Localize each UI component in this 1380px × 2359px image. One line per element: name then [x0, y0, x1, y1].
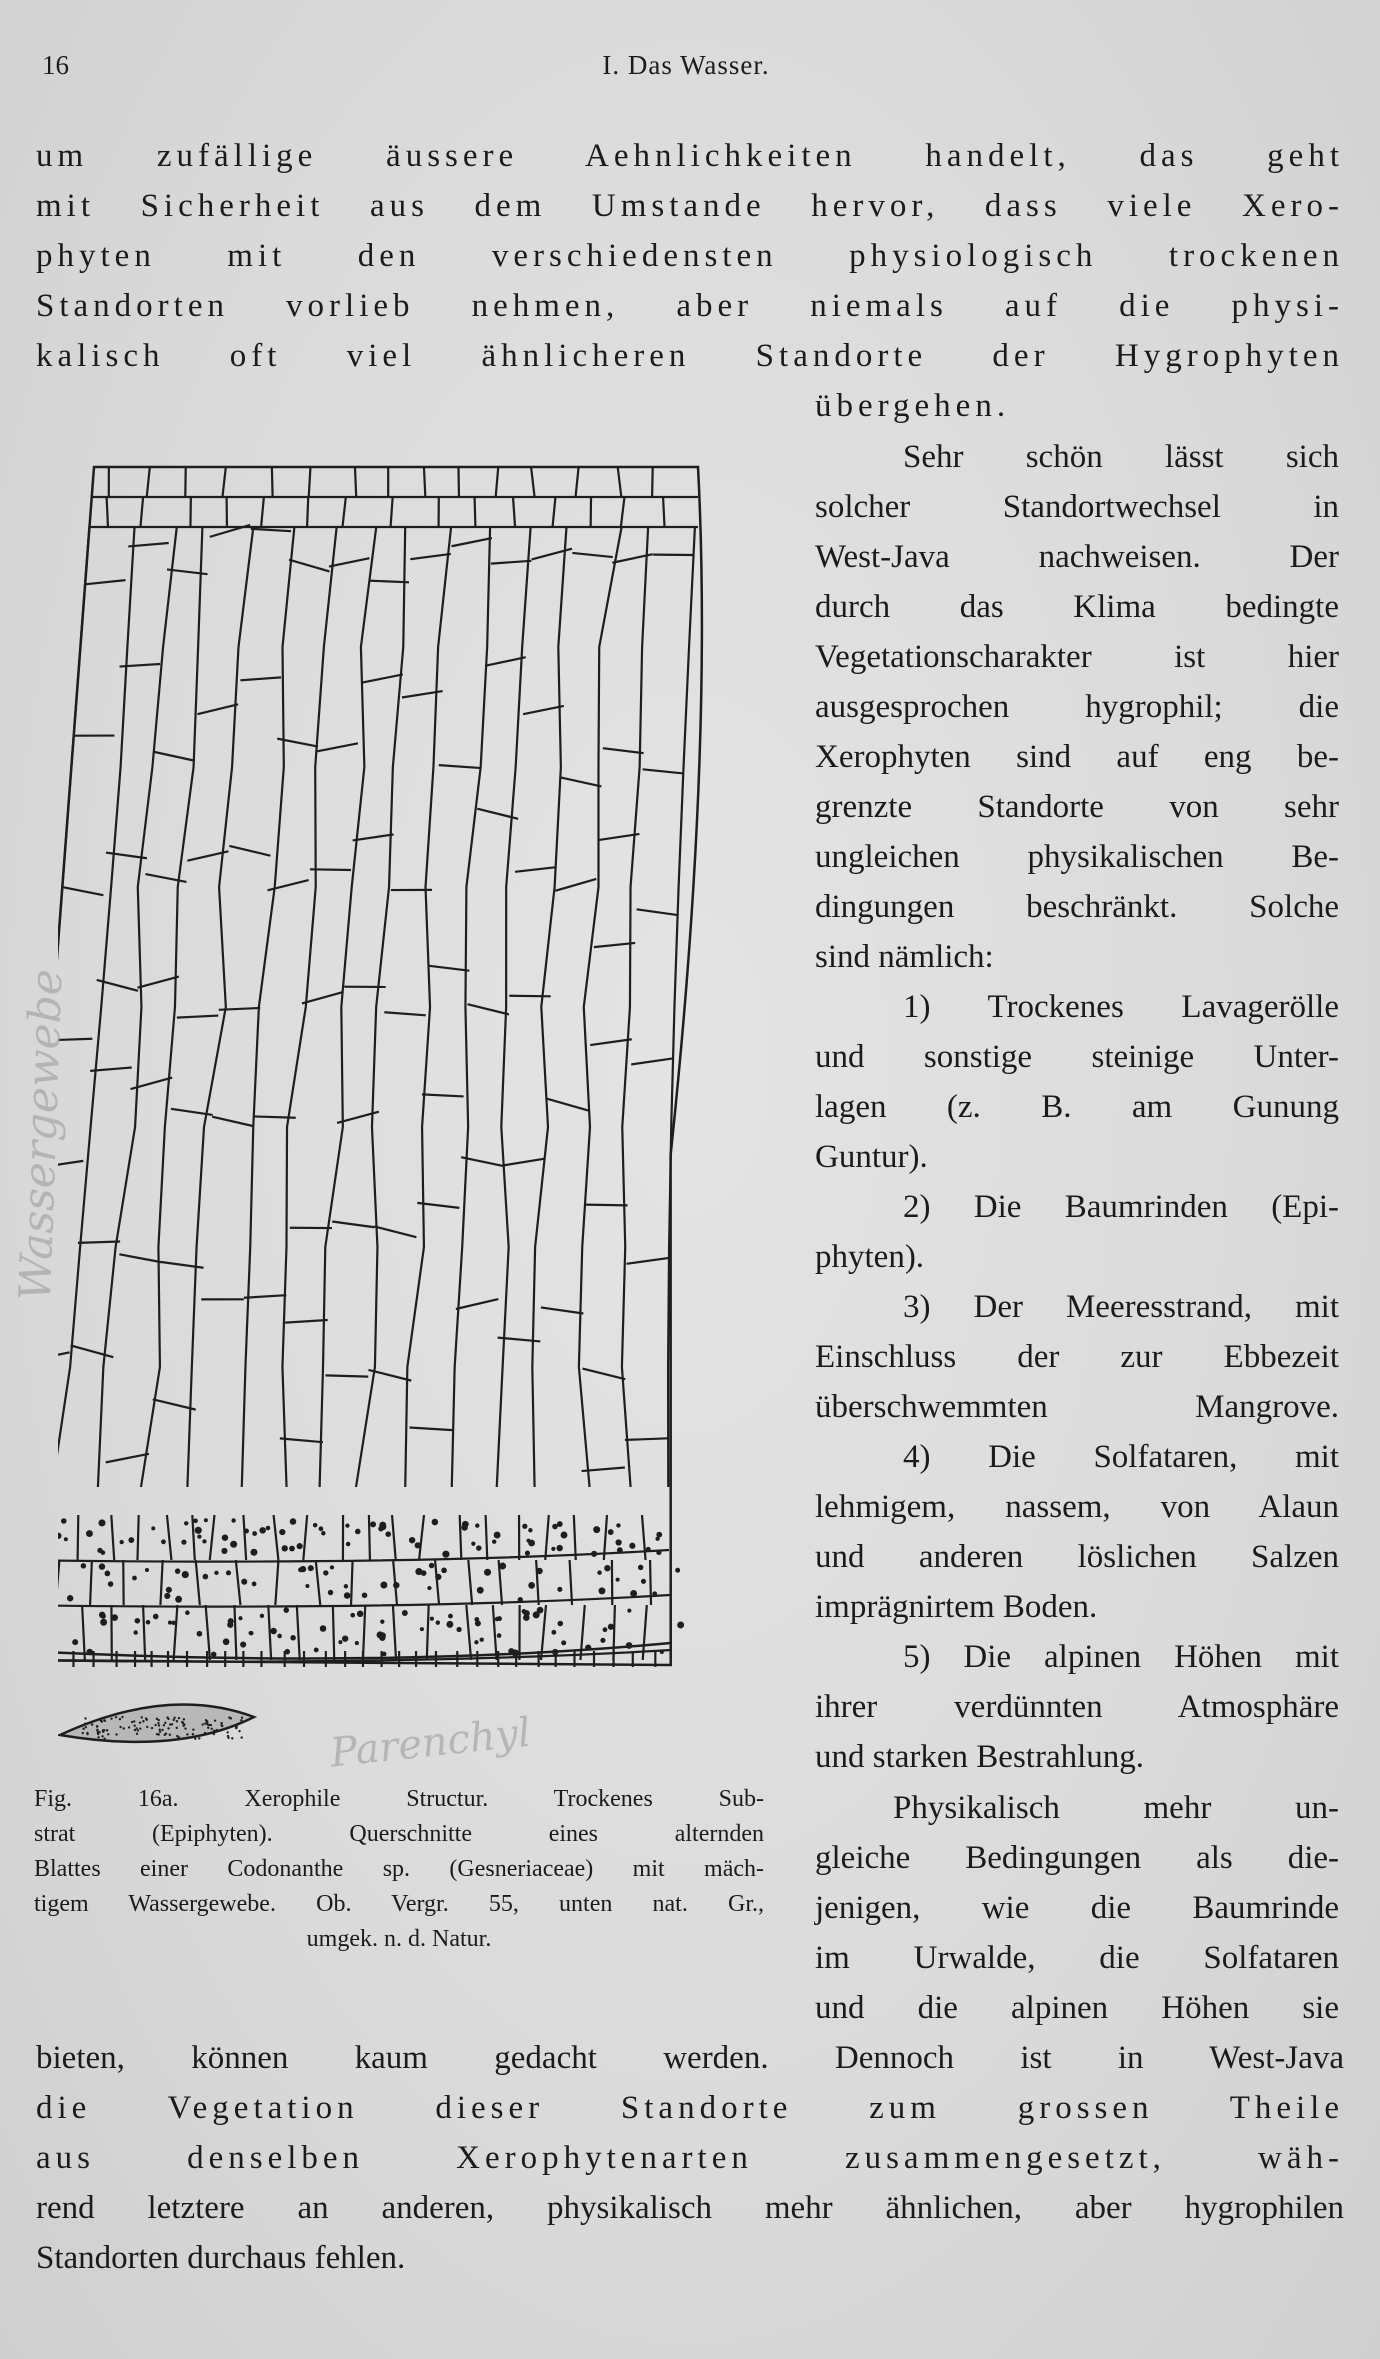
caption-line: Fig. 16a. Xerophile Structur. Trockenes Sub- [34, 1786, 764, 1812]
body-line: imprägnirtem Boden. [815, 1589, 1098, 1625]
body-line: Xerophyten sind auf eng be- [815, 739, 1339, 775]
body-line: ihrer verdünnten Atmosphäre [815, 1689, 1339, 1725]
body-line: aus denselben Xerophytenarten zusammengesetzt, wäh- [36, 2140, 1344, 2176]
body-line: solcher Standortwechsel in [815, 489, 1339, 525]
list-item: 2) Die Baumrinden (Epi- [903, 1189, 1339, 1225]
list-item: 5) Die alpinen Höhen mit [903, 1639, 1339, 1675]
body-line: Standorten durchaus fehlen. [36, 2240, 406, 2276]
body-line: Physikalisch mehr un- [893, 1790, 1339, 1826]
page-header [36, 50, 1336, 94]
leaf-section-drawing [58, 455, 758, 1755]
body-line: und die alpinen Höhen sie [815, 1990, 1339, 2026]
body-line: die Vegetation dieser Standorte zum grossen Theile [36, 2090, 1344, 2126]
list-item: 1) Trockenes Lavageröllе [903, 989, 1339, 1025]
body-line: lehmigem, nassem, von Alaun [815, 1489, 1339, 1525]
body-line: kalisch oft viel ähnlicheren Standorte der Hygrophyten [36, 338, 1344, 374]
body-line: Standorten vorlieb nehmen, aber niemals auf die physi- [36, 288, 1344, 324]
body-line: West-Java nachweisen. Der [815, 539, 1339, 575]
body-line: jenigen, wie die Baumrinde [815, 1890, 1339, 1926]
body-line: rend letztere an anderen, physikalisch mehr ähnlichen, aber hygrophilen [36, 2190, 1344, 2226]
body-line: und anderen löslichen Salzen [815, 1539, 1339, 1575]
body-line: sind nämlich: [815, 939, 994, 975]
body-line: phyten mit den verschiedensten physiologisch trockenen [36, 238, 1344, 274]
body-line: ungleichen physikalischen Be- [815, 839, 1339, 875]
body-line: um zufällige äussere Aehnlichkeiten handelt, das geht [36, 138, 1344, 174]
list-item: 3) Der Meeresstrand, mit [903, 1289, 1339, 1325]
figure-caption [34, 1782, 764, 1957]
body-line: phyten). [815, 1239, 925, 1275]
body-line: im Urwalde, die Solfataren [815, 1940, 1339, 1976]
figure-leaf-cross-section [58, 455, 758, 1755]
body-line: mit Sicherheit aus dem Umstande hervor, dass viele Xero- [36, 188, 1344, 224]
list-item: 4) Die Solfataren, mit [903, 1439, 1339, 1475]
caption-line: tigem Wassergewebe. Ob. Vergr. 55, unten nat. Gr., [34, 1891, 764, 1917]
caption-line: strat (Epiphyten). Querschnitte eines alternden [34, 1821, 764, 1847]
body-line: übergehen. [815, 388, 1011, 424]
caption-line: Blattes einer Codonanthe sp. (Gesneriaceae) mit mäch- [34, 1856, 764, 1882]
body-line: gleiche Bedingungen als die- [815, 1840, 1339, 1876]
body-line: und sonstige steinige Unter- [815, 1039, 1339, 1075]
body-line: Einschluss der zur Ebbezeit [815, 1339, 1339, 1375]
body-line: lagen (z. B. am Gunung [815, 1089, 1339, 1125]
body-line: überschwemmten Mangrove. [815, 1389, 1339, 1425]
caption-line: umgek. n. d. Natur. [306, 1926, 492, 1952]
body-line: Guntur). [815, 1139, 928, 1175]
body-line: durch das Klima bedingte [815, 589, 1339, 625]
body-line: bieten, können kaum gedacht werden. Dennoch ist in West-Java [36, 2040, 1344, 2076]
running-head: I. Das Wasser. [602, 50, 770, 80]
pencil-annotation-parenchyl: Parenchyl [328, 1709, 533, 1777]
body-line: Sehr schön lässt sich [903, 439, 1339, 475]
page-number: 16 [42, 50, 69, 80]
pencil-annotation-wassergewebe: Wassergewebe [10, 968, 73, 1302]
body-line: Vegetationscharakter ist hier [815, 639, 1339, 675]
body-line: und starken Bestrahlung. [815, 1739, 1145, 1775]
body-line: dingungen beschränkt. Solche [815, 889, 1339, 925]
body-line: grenzte Standorte von sehr [815, 789, 1339, 825]
body-line: ausgesprochen hygrophil; die [815, 689, 1339, 725]
